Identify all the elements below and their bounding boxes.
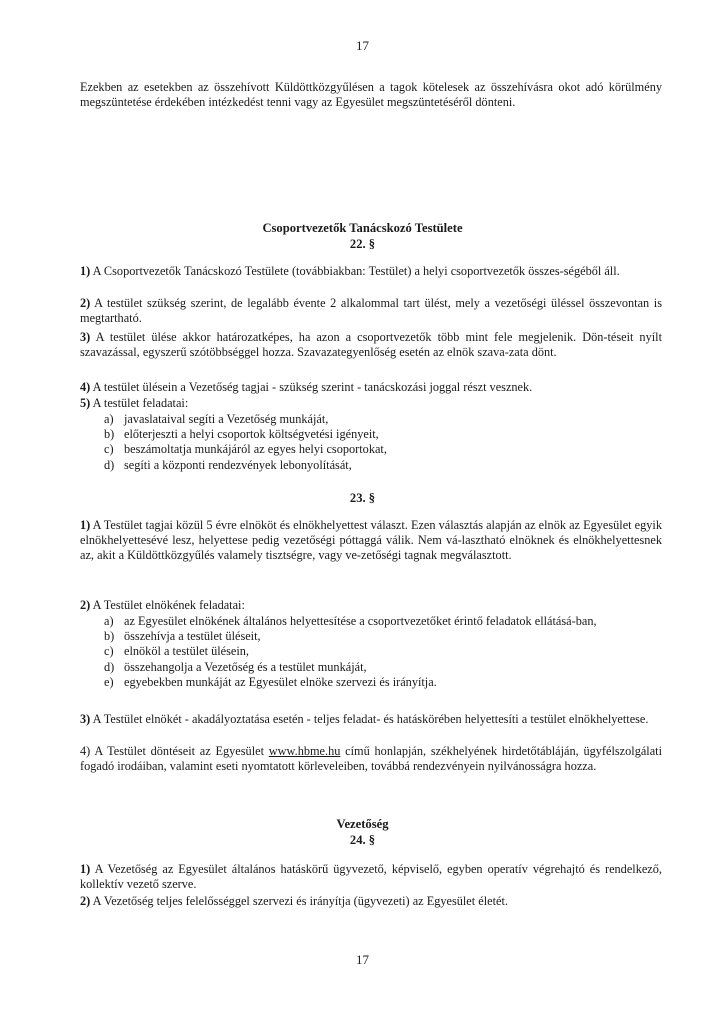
item-text: A testület feladatai: [92,396,189,410]
item-number: 3) [80,712,91,726]
section2-paragraph-4 [80,744,662,774]
item-number: 1) [80,862,91,876]
item-text: A testület szükség szerint, de legalább évente 2 alkalommal tart ülést, mely a vezetőségi üléssel összevontan is megtartható. [80,296,662,326]
item-text: A testület ülésein a Vezetőség tagjai - szükség szerint - tanácskozási joggal részt vesznek. [92,380,533,394]
section1-paragraph-5 [80,396,662,411]
item-text: A Vezetőség az Egyesület általános hatáskörű ügyvezető, képviselő, egyben operatív végrehajtó és rendelkező, kollektív vezető szerve. [80,862,662,892]
section2-paragraph-1 [80,518,662,564]
item-number: 5) [80,396,91,410]
item-text: A testület ülése akkor határozatképes, ha azon a csoportvezetők több mint fele megjelenik. Dön-téseit nyílt szavazással, egyszerű szótöbbséggel hozza. Szavazategyenlőség esetén az elnök szava-zata dönt. [80,330,662,360]
item-text: A Testület elnökének feladatai: [92,598,245,612]
item-number: 1) [80,518,91,532]
list-item: d) segíti a központi rendezvények lebonyolítását, [104,457,352,472]
item-text: A Vezetőség teljes felelősséggel szervezi és irányítja (ügyvezeti) az Egyesület életét. [92,894,508,908]
item-text: című honlapján, székhelyének hirdetőtábláján, ügyfélszolgálati fogadó irodáiban, valamint eseti nyomtatott körleveleiben, továbbá rendezvényein nyilvánosságra hozza. [80,744,663,774]
section1-paragraph-1 [80,264,662,279]
item-text: A Testület tagjai közül 5 évre elnököt és elnökhelyettest választ. Ezen választás alapján az elnök az Egyesület egyik elnökhelyettesévé lesz, helyettese pedig vezetőségi póttaggá válik. Nem vá-lasztható elnöknek és elnökhelyettesnek az, akit a Küldöttközgyűlés valamely tisztségre, vagy ve-zetőségi tagnak megválasztott. [80,518,662,563]
section2-paragraph-3 [80,712,662,727]
list-item: a) az Egyesület elnökének általános helyettesítése a csoportvezetőket érintő feladatok ellátásá-ban, [104,614,597,628]
item-number: 2) [80,598,91,612]
intro-paragraph: Ezekben az esetekben az összehívott Küldöttközgyűlésen a tagok kötelesek az összehívásra okot adó körülmény megszüntetése érdekében intézkedést tenni vagy az Egyesület megszüntetéséről dönteni. [80,80,662,110]
section2-paragraph-2 [80,598,662,613]
section1-task-list [80,412,662,473]
list-item: c) beszámoltatja munkájáról az egyes helyi csoportokat, [104,442,387,457]
item-text: A Testület elnökét - akadályoztatása esetén - teljes feladat- és hatáskörében helyettesíti a testület elnökhelyettese. [92,712,649,726]
page-number-top: 17 [356,38,369,53]
paragraph-number: 22. § [349,237,376,251]
item-number: 2) [80,894,91,908]
section-title: Vezetőség [336,817,389,831]
paragraph-number: 24. § [349,833,376,847]
section2-task-list [80,614,662,690]
list-item: a) javaslataival segíti a Vezetőség munkáját, [104,412,329,426]
item-number: 4) [80,380,91,394]
section-title: Csoportvezetők Tanácskozó Testülete [262,221,463,235]
list-item: b) előterjeszti a helyi csoportok költségvetési igényeit, [104,427,379,442]
list-item: d) összehangolja a Vezetőség és a testület munkáját, [104,659,367,674]
list-item: e) egyebekben munkáját az Egyesület elnöke szervezi és irányítja. [104,674,437,689]
item-number: 3) [80,330,91,344]
item-text: A Testület döntéseit az Egyesület [94,744,269,758]
item-number: 2) [80,296,91,310]
section1-paragraph-4 [80,380,662,395]
paragraph-number: 23. § [349,491,376,505]
item-number: 4) [80,744,91,758]
section3-paragraph-1 [80,862,662,892]
section3-paragraph-2 [80,894,662,909]
website-link[interactable]: www.hbme.hu [268,744,341,758]
section1-paragraph-2 [80,296,662,326]
list-item: b) összehívja a testület üléseit, [104,629,261,644]
list-item: c) elnököl a testület ülésein, [104,644,249,659]
section1-paragraph-3 [80,330,662,360]
page-number-bottom: 17 [356,952,369,967]
item-number: 1) [80,264,91,278]
item-text: A Csoportvezetők Tanácskozó Testülete (továbbiakban: Testület) a helyi csoportvezetők összes-ségéből áll. [92,264,620,278]
